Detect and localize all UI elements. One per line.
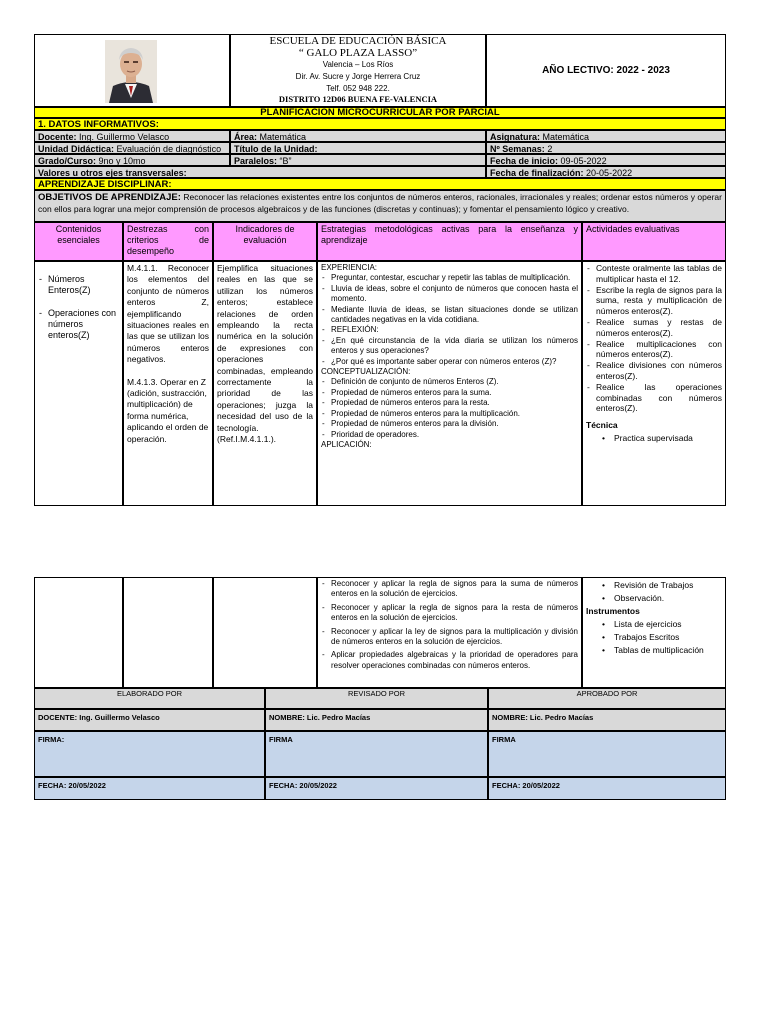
- semanas-cell: [486, 142, 726, 154]
- indicadores-cell: Ejemplifica situaciones reales en las que se utilizan los números enteros; establece relaciones de orden empleando la recta numérica en la solución de expresiones con operaciones combinadas, empleando correctamente la prioridad de las operaciones; juzga la necesidad del uso de la tecnología. (Ref.I.M.4.1.1.).: [213, 261, 317, 506]
- semanas-value: 2: [547, 144, 553, 154]
- tecnica-label: Técnica: [586, 420, 618, 431]
- actividad-item: - Realice las operaciones combinadas con números enteros(Z).: [586, 382, 722, 414]
- estrategia-item: - Reconocer y aplicar la ley de signos para la multiplicación y división de números enteros en la solución de ejercicios.: [321, 627, 578, 648]
- paralelos-cell: [230, 154, 486, 166]
- actividades-cell: [582, 261, 726, 506]
- inicio-cell: [486, 154, 726, 166]
- contenidos-list: [38, 274, 119, 341]
- docente-label: Docente:: [38, 132, 77, 142]
- objetivos-cell: [34, 190, 726, 222]
- grado-cell: [34, 154, 230, 166]
- estrategia-item: - ¿Por qué es importante saber operar con números enteros (Z)?: [321, 357, 578, 367]
- conceptualizacion-list: [321, 377, 578, 439]
- fin-value: 20-05-2022: [586, 168, 633, 178]
- semanas-label: Nº Semanas:: [490, 144, 545, 154]
- col-header-contenidos: Contenidos esenciales: [34, 222, 123, 261]
- plan-title: PLANIFICACIÓN MICROCURRICULAR POR PARCIAL: [34, 107, 726, 118]
- unidad-label: Unidad Didáctica:: [38, 144, 115, 154]
- reflexion-label: - REFLEXIÓN:: [321, 325, 578, 335]
- estrategia-item: - Propiedad de números enteros para la suma.: [321, 388, 578, 398]
- school-address: Dir. Av. Sucre y Jorge Herrera Cruz: [295, 72, 421, 81]
- aplicacion-list: [321, 579, 578, 671]
- destreza-item: M.4.1.1. Reconocer los elementos del conjunto de números enteros Z, ejemplificando situaciones reales en las que se utilizan los números enteros negativos.: [127, 263, 209, 365]
- experiencia-label: EXPERIENCIA:: [321, 263, 378, 272]
- elaborado-docente: DOCENTE: Ing. Guillermo Velasco: [34, 709, 265, 731]
- tecnica-item: • Revisión de Trabajos: [586, 579, 722, 592]
- firma-elaborado: FIRMA:: [34, 731, 265, 777]
- logo-cell: [34, 34, 230, 107]
- aprendizaje-title: APRENDIZAJE DISCIPLINAR:: [34, 178, 726, 190]
- estrategia-item: - Reconocer y aplicar la regla de signos para la resta de números enteros en la solución de ejercicios.: [321, 603, 578, 624]
- conceptualizacion-label: CONCEPTUALIZACIÓN:: [321, 367, 411, 377]
- fin-cell: [486, 166, 726, 178]
- experiencia-list: [321, 273, 578, 325]
- school-district: DISTRITO 12D06 BUENA FE-VALENCIA: [278, 94, 438, 104]
- school-phone: Telf. 052 948 222.: [326, 84, 390, 93]
- instrumento-item: • Tablas de multiplicación: [586, 644, 722, 657]
- contenido-item: - Operaciones con números enteros(Z): [38, 308, 119, 341]
- titulo-label: Título de la Unidad:: [234, 144, 318, 154]
- fecha-revisado: FECHA: 20/05/2022: [265, 777, 488, 800]
- fecha-elaborado: FECHA: 20/05/2022: [34, 777, 265, 800]
- school-name: ESCUELA DE EDUCACIÓN BÁSICA: [269, 35, 447, 47]
- unidad-cell: [34, 142, 230, 154]
- estrategia-item: - Definición de conjunto de números Enteros (Z).: [321, 377, 578, 387]
- actividad-item: - Conteste oralmente las tablas de multiplicar hasta el 12.: [586, 263, 722, 285]
- col-header-destrezas: Destrezas con criterios de desempeño: [123, 222, 213, 261]
- estrategia-item: - Propiedad de números enteros para la multiplicación.: [321, 409, 578, 419]
- school-year: AÑO LECTIVO: 2022 - 2023: [542, 65, 670, 76]
- area-cell: [230, 130, 486, 142]
- contenido-item: - Números Enteros(Z): [38, 274, 119, 296]
- school-quote: “ GALO PLAZA LASSO”: [298, 47, 418, 59]
- school-city: Valencia – Los Ríos: [322, 60, 394, 69]
- destrezas-cell: [123, 261, 213, 506]
- actividad-item: - Realice divisiones con números enteros(Z).: [586, 360, 722, 382]
- grado-label: Grado/Curso:: [38, 156, 97, 166]
- estrategia-item: - Reconocer y aplicar la regla de signos para la suma de números enteros en la solución de ejercicios.: [321, 579, 578, 600]
- destrezas-cell-cont: [123, 577, 213, 688]
- unidad-value: Evaluación de diagnóstico: [116, 144, 222, 154]
- indicadores-cell-cont: [213, 577, 317, 688]
- grado-value: 9no y 10mo: [98, 156, 146, 166]
- fin-label: Fecha de finalización:: [490, 168, 584, 178]
- paralelos-label: Paralelos:: [234, 156, 278, 166]
- instrumento-item: • Trabajos Escritos: [586, 631, 722, 644]
- actividad-item: - Realice multiplicaciones con números enteros(Z).: [586, 339, 722, 361]
- paralelos-value: “B”: [279, 156, 292, 166]
- docente-cell: [34, 130, 230, 142]
- col-header-estrategias: Estrategias metodológicas activas para la enseñanza y aprendizaje: [317, 222, 582, 261]
- destreza-item: M.4.1.3. Operar en Z (adición, sustracción, multiplicación) de forma numérica, aplicando el orden de operación.: [127, 376, 209, 444]
- col-header-actividades: Actividades evaluativas: [582, 222, 726, 261]
- aprobado-header: APROBADO POR: [488, 688, 726, 709]
- asignatura-cell: [486, 130, 726, 142]
- estrategia-item: - Propiedad de números enteros para la resta.: [321, 398, 578, 408]
- instrumento-item: • Lista de ejercicios: [586, 618, 722, 631]
- estrategia-item: - Preguntar, contestar, escuchar y repetir las tablas de multiplicación.: [321, 273, 578, 283]
- asignatura-value: Matemática: [542, 132, 590, 142]
- instrumentos-label: Instrumentos: [586, 606, 640, 616]
- objetivos-text: Reconocer las relaciones existentes entre los conjuntos de números enteros, racionales, irracionales y reales; ordenar estos números y operar con ellos para lograr una mejor comprensión de procesos algebraicos y de las funciones (discretas y continuas); y fomentar el pensamiento lógico y creativo.: [38, 192, 722, 214]
- actividad-item: - Escribe la regla de signos para la suma, resta y multiplicación de números enteros(Z).: [586, 285, 722, 317]
- reflexion-label-wrap: [321, 325, 578, 335]
- tecnicas-list-page1: [586, 433, 722, 444]
- estrategia-item: - ¿En qué circunstancia de la vida diaria se utilizan los números enteros y sus operaciones?: [321, 336, 578, 357]
- school-year-cell: [486, 34, 726, 107]
- estrategia-item: - Lluvia de ideas, sobre el conjunto de números que conocen hasta el momento.: [321, 284, 578, 305]
- aplicacion-cell: [317, 577, 582, 688]
- area-label: Área:: [234, 132, 258, 142]
- inicio-label: Fecha de inicio:: [490, 156, 559, 166]
- firma-revisado: FIRMA: [265, 731, 488, 777]
- fecha-aprobado: FECHA: 20/05/2022: [488, 777, 726, 800]
- col-header-indicadores: Indicadores de evaluación: [213, 222, 317, 261]
- valores-cell: [34, 166, 486, 178]
- estrategia-item: - Aplicar propiedades algebraicas y la prioridad de operadores para resolver operaciones combinadas con números enteros.: [321, 650, 578, 671]
- revisado-nombre: NOMBRE: Lic. Pedro Macías: [265, 709, 488, 731]
- firma-aprobado: FIRMA: [488, 731, 726, 777]
- aplicacion-label: APLICACIÓN:: [321, 439, 372, 449]
- area-value: Matemática: [259, 132, 307, 142]
- titulo-cell: [230, 142, 486, 154]
- tecnica-item: • Observación.: [586, 592, 722, 605]
- actividades-cell-cont: [582, 577, 726, 688]
- revisado-header: REVISADO POR: [265, 688, 488, 709]
- elaborado-header: ELABORADO POR: [34, 688, 265, 709]
- objetivos-label: OBJETIVOS DE APRENDIZAJE:: [38, 192, 181, 203]
- founder-portrait-image: [105, 40, 157, 103]
- tecnicas-list-page2: [586, 579, 722, 605]
- tecnica-item: • Practica supervisada: [586, 433, 722, 444]
- aprobado-nombre: NOMBRE: Lic. Pedro Macías: [488, 709, 726, 731]
- contenidos-cell: [34, 261, 123, 506]
- docente-value: Ing. Guillermo Velasco: [79, 132, 170, 142]
- instrumentos-list: [586, 618, 722, 657]
- estrategia-item: - Prioridad de operadores.: [321, 430, 578, 440]
- actividades-list: [586, 263, 722, 414]
- estrategias-cell: [317, 261, 582, 506]
- valores-label: Valores u otros ejes transversales:: [38, 168, 187, 178]
- section-title-datos: 1. DATOS INFORMATIVOS:: [34, 118, 726, 130]
- estrategia-item: - Propiedad de números enteros para la división.: [321, 419, 578, 429]
- estrategia-item: - Mediante lluvia de ideas, se listan situaciones donde se utilizan cantidades negativas en la vida cotidiana.: [321, 305, 578, 326]
- inicio-value: 09-05-2022: [560, 156, 607, 166]
- school-info-cell: [230, 34, 486, 107]
- actividad-item: - Realice sumas y restas de números enteros(Z).: [586, 317, 722, 339]
- reflexion-list: [321, 336, 578, 367]
- contenidos-cell-cont: [34, 577, 123, 688]
- asignatura-label: Asignatura:: [490, 132, 541, 142]
